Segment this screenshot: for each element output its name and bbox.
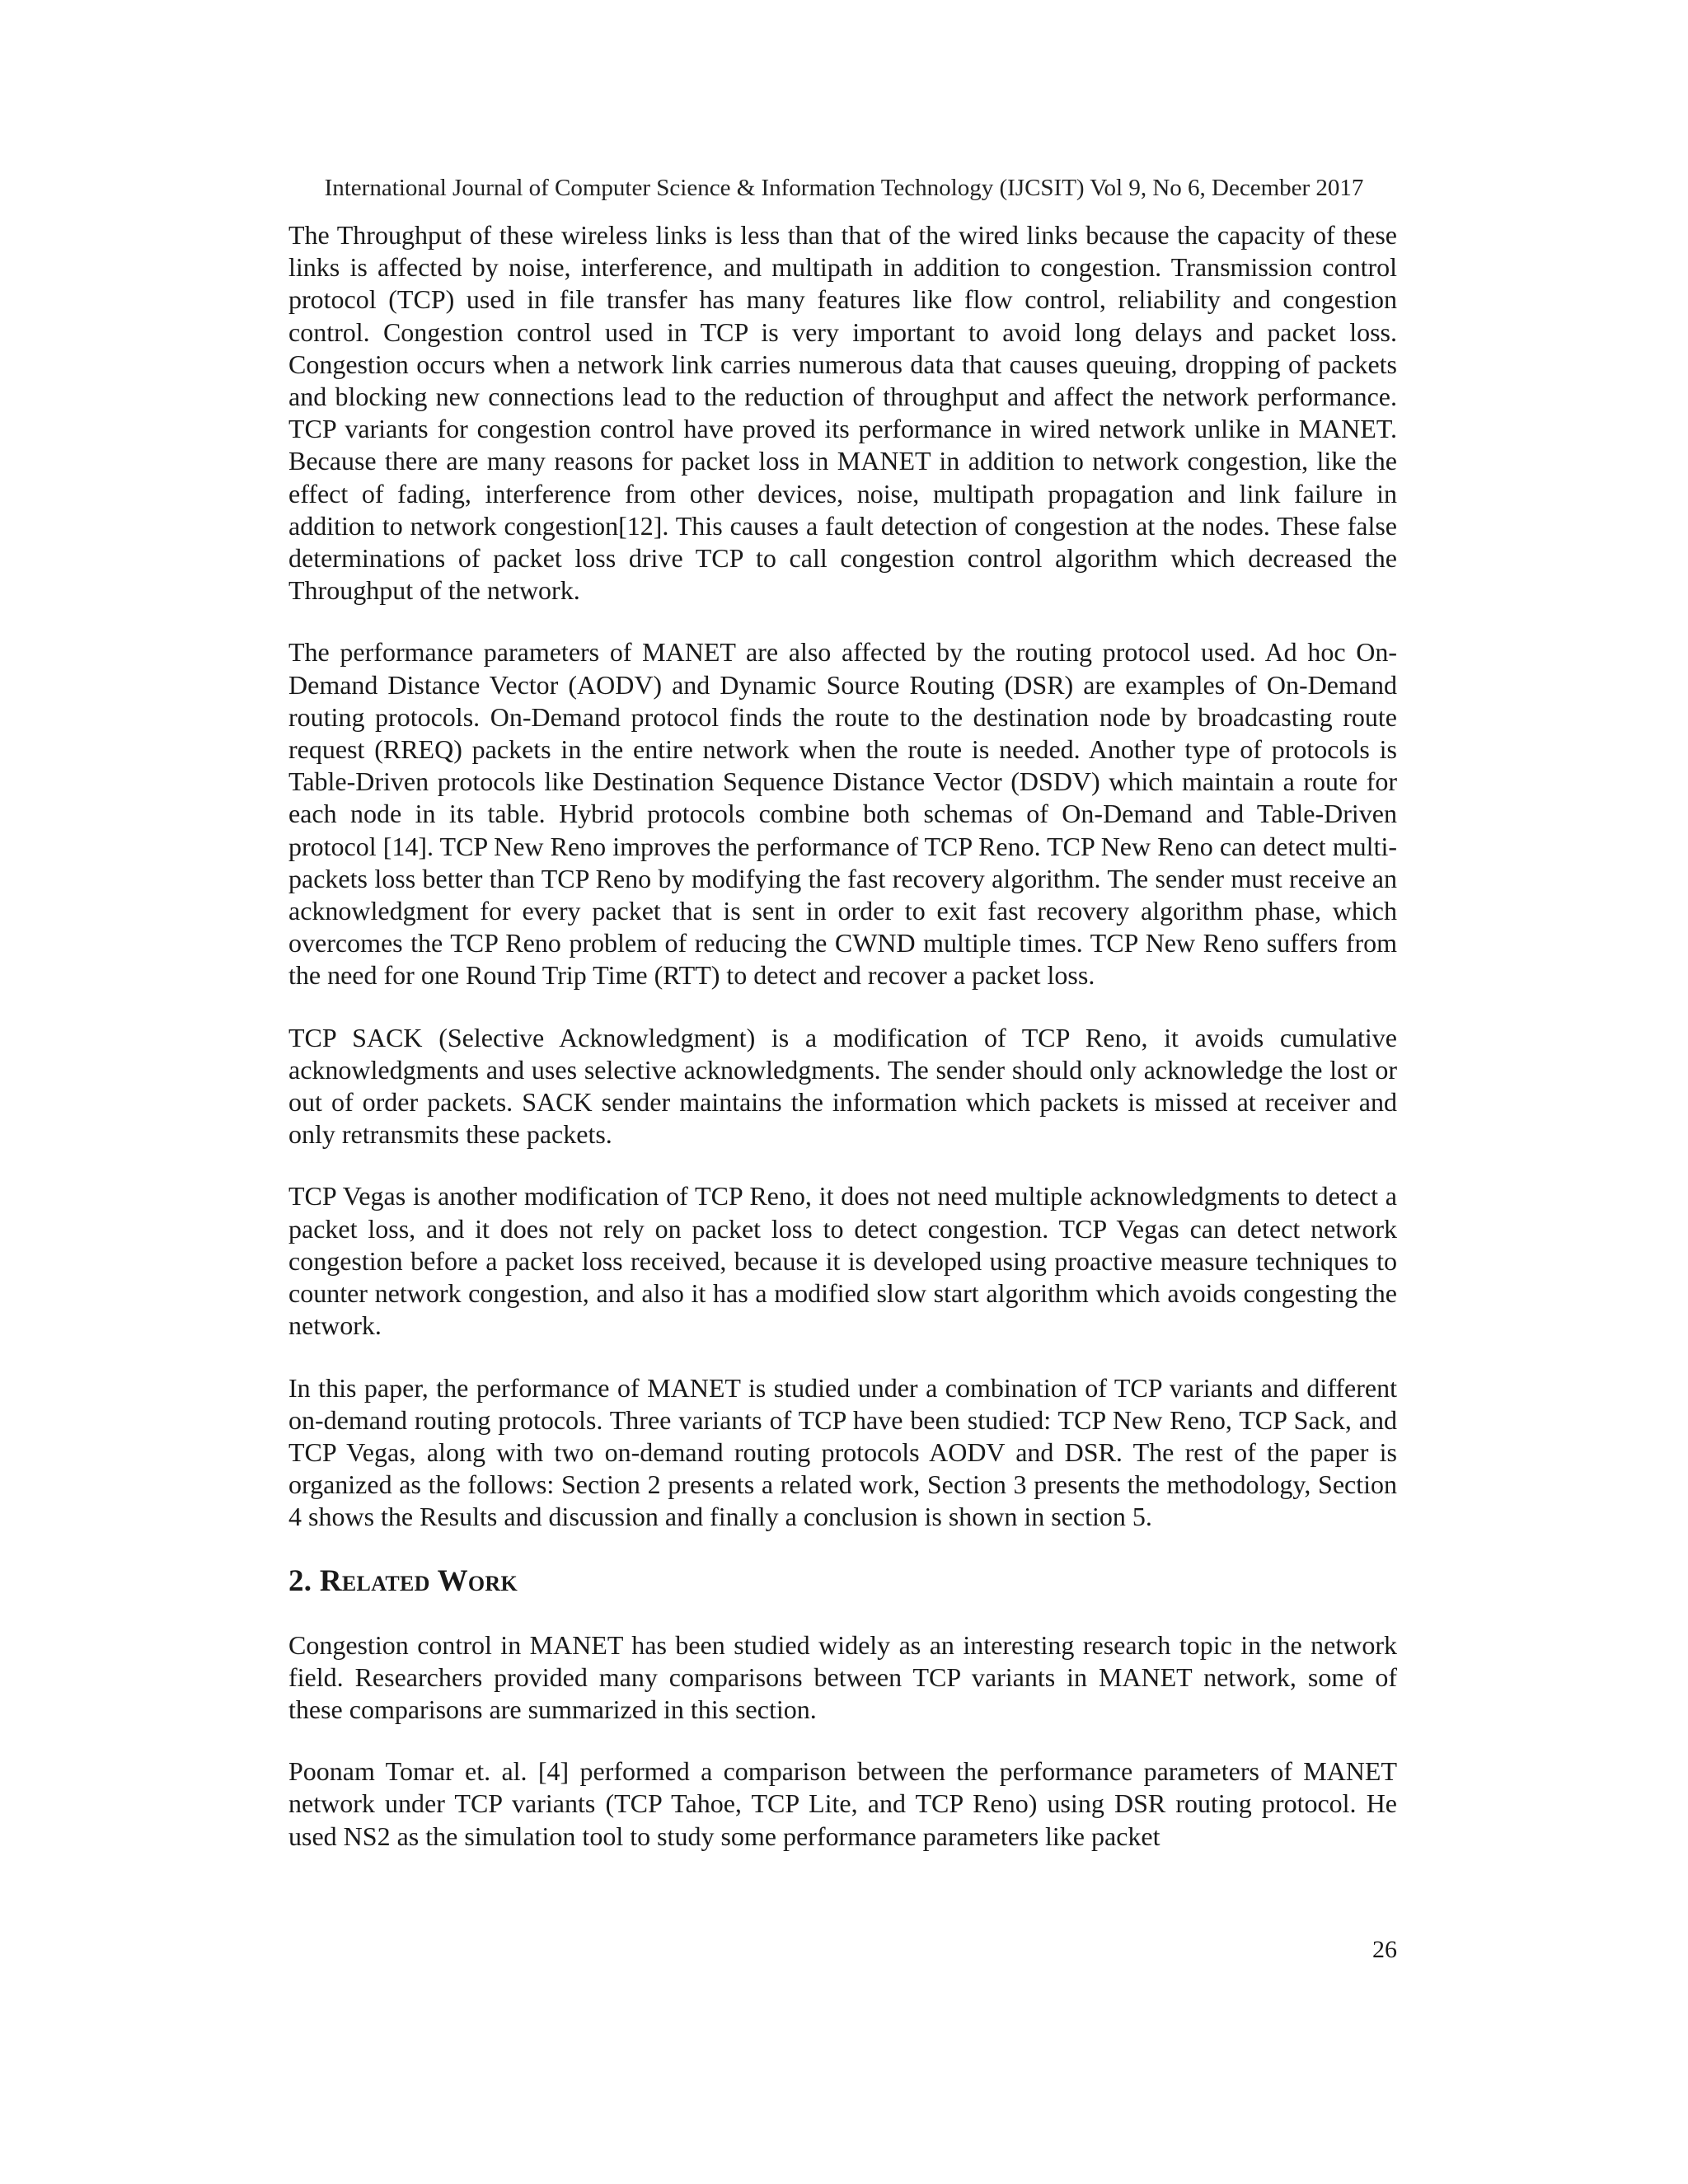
page-body (288, 219, 1397, 1882)
body-paragraph: TCP SACK (Selective Acknowledgment) is a modification of TCP Reno, it avoids cumulative acknowledgments and uses selective acknowledgments. The sender should only acknowledge the lost or out of order packets. SACK sender maintains the information which packets is missed at receiver and only retransmits these packets. (288, 1022, 1397, 1150)
body-paragraph: In this paper, the performance of MANET is studied under a combination of TCP variants and different on-demand routing protocols. Three variants of TCP have been studied: TCP New Reno, TCP Sack, and TCP Vegas, along with two on-demand routing protocols AODV and DSR. The rest of the paper is organized as the follows: Section 2 presents a related work, Section 3 presents the methodology, Section 4 shows the Results and discussion and finally a conclusion is shown in section 5. (288, 1372, 1397, 1532)
body-paragraph: TCP Vegas is another modification of TCP Reno, it does not need multiple acknowledgments to detect a packet loss, and it does not rely on packet loss to detect congestion. TCP Vegas can detect network congestion before a packet loss received, because it is developed using proactive measure techniques to counter network congestion, and also it has a modified slow start algorithm which avoids congesting the network. (288, 1181, 1397, 1341)
section-heading: 2. Related Work (288, 1563, 518, 1598)
section-paragraph: Poonam Tomar et. al. [4] performed a comparison between the performance parameters of MANET network under TCP variants (TCP Tahoe, TCP Lite, and TCP Reno) using DSR routing protocol. He used NS2 as the simulation tool to study some performance parameters like packet (288, 1756, 1397, 1851)
page-number: 26 (1372, 1936, 1397, 1963)
running-header: International Journal of Computer Science & Information Technology (IJCSIT) Vol 9, No 6, December 2017 (324, 175, 1364, 201)
section-paragraph: Congestion control in MANET has been studied widely as an interesting research topic in the network field. Researchers provided many comparisons between TCP variants in MANET network, some of these comparisons are summarized in this section. (288, 1629, 1397, 1724)
body-paragraph: The Throughput of these wireless links is less than that of the wired links because the capacity of these links is affected by noise, interference, and multipath in addition to congestion. Transmission control protocol (TCP) used in file transfer has many features like flow control, reliability and congestion control. Congestion control used in TCP is very important to avoid long delays and packet loss. Congestion occurs when a network link carries numerous data that causes queuing, dropping of packets and blocking new connections lead to the reduction of throughput and affect the network performance. TCP variants for congestion control have proved its performance in wired network unlike in MANET. Because there are many reasons for packet loss in MANET in addition to network congestion, like the effect of fading, interference from other devices, noise, multipath propagation and link failure in addition to network congestion[12]. This causes a fault detection of congestion at the nodes. These false determinations of packet loss drive TCP to call congestion control algorithm which decreased the Throughput of the network. (288, 220, 1397, 606)
body-paragraph: The performance parameters of MANET are also affected by the routing protocol used. Ad hoc On-Demand Distance Vector (AODV) and Dynamic Source Routing (DSR) are examples of On-Demand routing protocols. On-Demand protocol finds the route to the destination node by broadcasting route request (RREQ) packets in the entire network when the route is needed. Another type of protocols is Table-Driven protocols like Destination Sequence Distance Vector (DSDV) which maintain a route for each node in its table. Hybrid protocols combine both schemas of On-Demand and Table-Driven protocol [14]. TCP New Reno improves the performance of TCP Reno. TCP New Reno can detect multi-packets loss better than TCP Reno by modifying the fast recovery algorithm. The sender must receive an acknowledgment for every packet that is sent in order to exit fast recovery algorithm phase, which overcomes the TCP Reno problem of reducing the CWND multiple times. TCP New Reno suffers from the need for one Round Trip Time (RTT) to detect and recover a packet loss. (288, 637, 1397, 991)
